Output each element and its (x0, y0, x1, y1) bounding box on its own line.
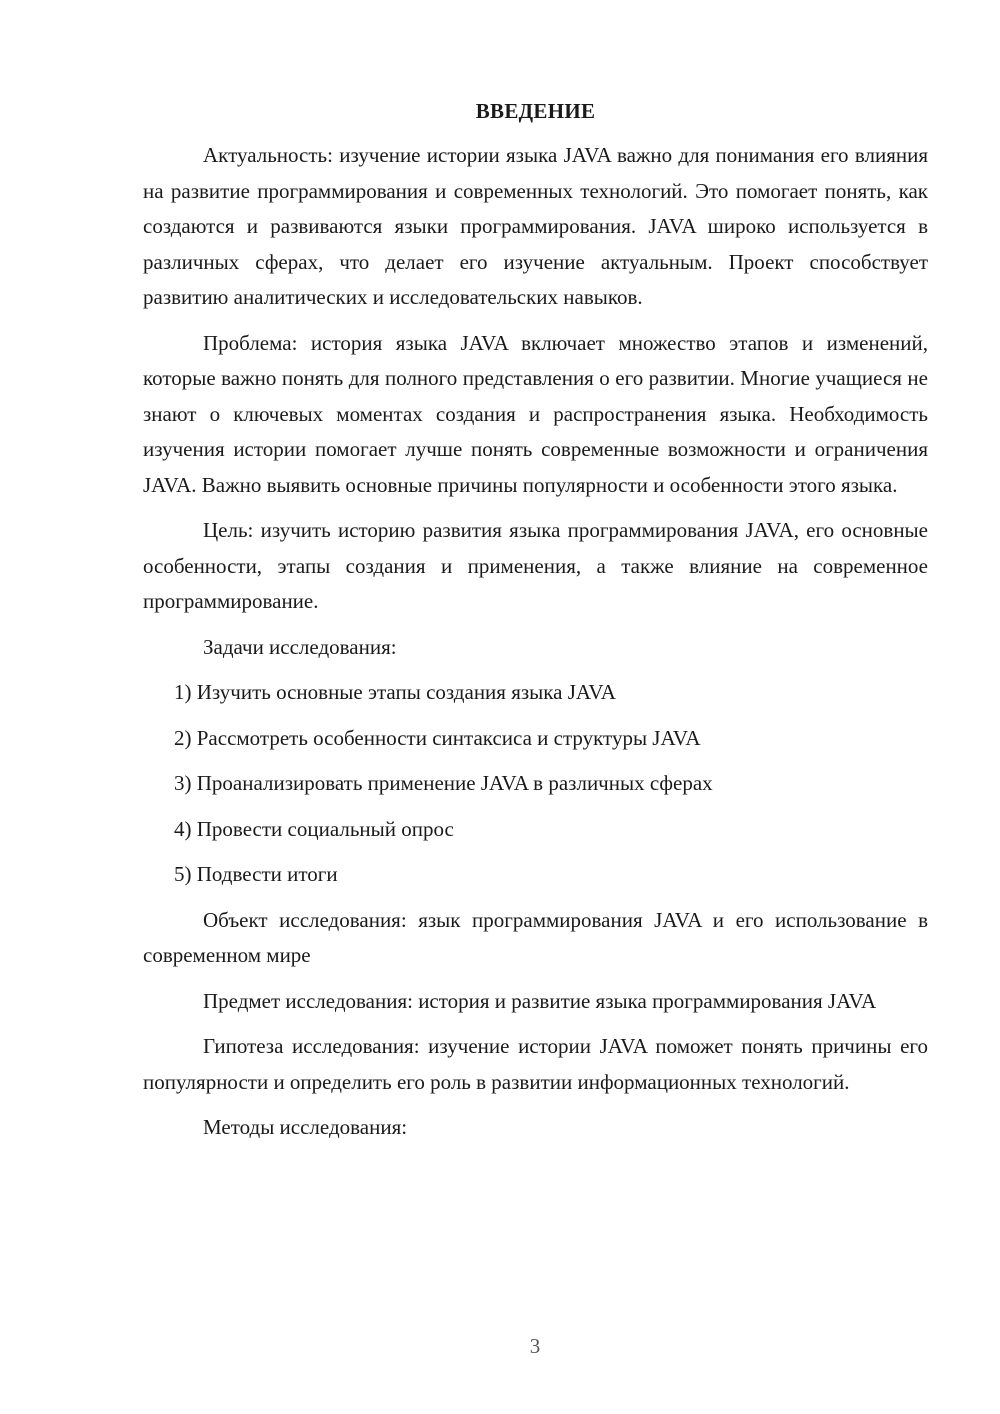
subject-paragraph: Предмет исследования: история и развитие языка программирования JAVA (203, 988, 877, 1013)
goal-paragraph: Цель: изучить историю развития языка программирования JAVA, его основные особенности, этапы создания и применения, а также влияние на современное программирование. (143, 518, 928, 613)
hypothesis-paragraph: Гипотеза исследования: изучение истории JAVA поможет понять причины его популярности и определить его роль в развитии информационных технологий. (143, 1034, 928, 1094)
object-paragraph: Объект исследования: язык программирования JAVA и его использование в современном мире (143, 907, 928, 967)
methods-label: Методы исследования: (203, 1115, 408, 1139)
page-content (143, 96, 928, 1156)
list-item: 1) Изучить основные этапы создания языка JAVA (174, 680, 616, 704)
page-number: 3 (529, 1334, 541, 1358)
list-item: 3) Проанализировать применение JAVA в различных сферах (174, 771, 713, 795)
relevance-paragraph: Актуальность: изучение истории языка JAVA важно для понимания его влияния на развитие программирования и современных технологий. Это помогает понять, как создаются и развиваются языки программирования. JAVA широко используется в различных сферах, что делает его изучение актуальным. Проект способствует развитию аналитических и исследовательских навыков. (143, 143, 928, 309)
list-item: 4) Провести социальный опрос (174, 816, 454, 841)
tasks-label: Задачи исследования: (203, 634, 397, 659)
page-title: ВВЕДЕНИЕ (475, 99, 596, 123)
tasks-list (143, 675, 928, 893)
list-item: 5) Подвести итоги (174, 862, 338, 886)
list-item: 2) Рассмотреть особенности синтаксиса и структуры JAVA (174, 725, 701, 750)
problem-paragraph: Проблема: история языка JAVA включает множество этапов и изменений, которые важно понять для полного представления о его развитии. Многие учащиеся не знают о ключевых моментах создания и распространения языка. Необходимость изучения истории помогает лучше понять современные возможности и ограничения JAVA. Важно выявить основные причины популярности и особенности этого языка. (143, 330, 928, 497)
